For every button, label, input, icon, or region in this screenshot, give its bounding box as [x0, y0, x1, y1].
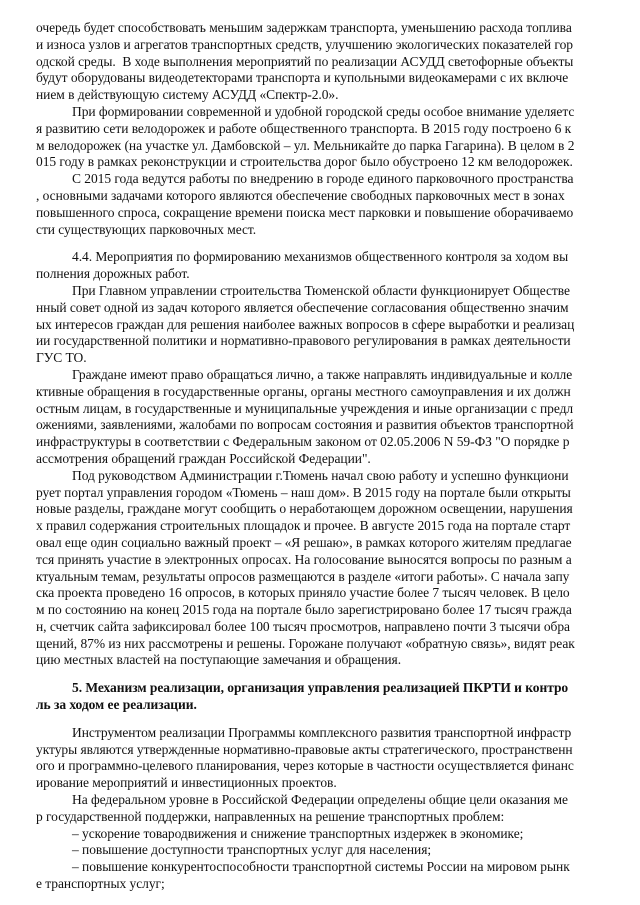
- text-line: – повышение доступности транспортных услуг для населения;: [72, 842, 432, 858]
- text-line: я развитию сети велодорожек и работе общественного транспорта. В 2015 году построено 6 к: [36, 120, 572, 136]
- text-line: Под руководством Администрации г.Тюмень начал свою работу и успешно функциони: [72, 467, 569, 483]
- paragraph: [36, 20, 610, 104]
- paragraph: [36, 283, 610, 367]
- text-line: тся принять участие в электронных опросах. На голосование выносятся вопросы по разным а: [36, 551, 572, 567]
- text-line: 4.4. Мероприятия по формированию механизмов общественного контроля за ходом вы: [72, 249, 569, 265]
- text-line: е транспортных услуг;: [36, 876, 165, 892]
- text-line: – ускорение товародвижения и снижение транспортных издержек в экономике;: [72, 825, 524, 841]
- text-line: ассмотрения обращений граждан Российской Федерации".: [36, 450, 371, 466]
- text-line: При Главном управлении строительства Тюменской области функционирует Обществе: [72, 282, 570, 298]
- text-line: На федеральном уровне в Российской Федерации определены общие цели оказания ме: [72, 792, 568, 808]
- text-line: ых интересов граждан для решения наиболее важных вопросов в сфере выработки и реализац: [36, 316, 575, 332]
- text-line: ого и программно-целевого планирования, через которые в частности осуществляется финанс: [36, 758, 574, 774]
- paragraph: [36, 468, 610, 670]
- text-line: полнения дорожных работ.: [36, 266, 190, 282]
- text-line: ктивные обращения в государственные органы, органы местного самоуправления и их должн: [36, 383, 571, 399]
- text-line: 5. Механизм реализации, организация управления реализацией ПКРТИ и контро: [72, 680, 569, 696]
- text-line: – повышение конкурентоспособности транспортной системы России на мировом рынк: [72, 859, 570, 875]
- text-line: новые разделы, граждане могут сообщить о неработающем дорожном освещении, нарушения: [36, 501, 573, 517]
- text-line: овал еще один социально важный проект – «Я решаю», в рамках которого жителям предлагае: [36, 534, 572, 550]
- text-line: м велодорожек (на участке ул. Дамбовской – ул. Мельникайте до парка Гагарина). В целом в 2: [36, 137, 575, 153]
- paragraph: [36, 367, 610, 468]
- paragraph-gap: [36, 714, 610, 725]
- paragraph: [36, 249, 610, 283]
- text-line: рует портал управления городом «Тюмень – наш дом». В 2015 году на портале были открыты: [36, 484, 571, 500]
- text-line: и износа узлов и агрегатов транспортных средств, улучшению экологических показателей гор: [36, 36, 573, 52]
- text-line: нный совет одной из задач которого является обеспечение согласования общественно значим: [36, 299, 569, 315]
- paragraph: [36, 792, 610, 893]
- text-line: очередь будет способствовать меньшим задержкам транспорта, уменьшению расхода топлива: [36, 20, 572, 35]
- text-line: , основными задачами которого являются обеспечение свободных парковочных мест в зонах: [36, 187, 565, 203]
- text-line: ГУС ТО.: [36, 350, 87, 366]
- paragraph: [36, 725, 610, 792]
- text-line: 015 году в рамках реконструкции и строительства дорог было обустроено 12 км велодорожек.: [36, 154, 573, 170]
- text-line: С 2015 года ведутся работы по внедрению в городе единого парковочного пространства: [72, 171, 574, 187]
- text-line: ирование мероприятий и инвестиционных проектов.: [36, 775, 337, 791]
- text-line: сти существующих парковочных мест.: [36, 221, 257, 237]
- text-line: ска проекта проведено 16 опросов, в которых приняло участие более 7 тысяч человек. В цело: [36, 585, 570, 601]
- text-line: Инструментом реализации Программы комплексного развития транспортной инфрастр: [72, 724, 572, 740]
- text-line: ожениями, заявлениями, жалобами по вопросам состояния и развития объектов транспортной: [36, 417, 574, 433]
- text-line: х правил содержания строительных площадок и прочее. В августе 2015 года на портале старт: [36, 518, 571, 534]
- text-line: щений, 87% из них рассмотрены и решены. Горожане получают «обратную связь», видят реак: [36, 635, 575, 651]
- paragraph-gap: [36, 238, 610, 249]
- text-line: Граждане имеют право обращаться лично, а также направлять индивидуальные и колле: [72, 366, 573, 382]
- paragraph: [36, 104, 610, 171]
- paragraph-gap: [36, 669, 610, 680]
- text-line: инфраструктуры в соответствии с Федеральным законом от 02.05.2006 N 59-ФЗ "О порядке р: [36, 434, 570, 450]
- text-line: При формировании современной и удобной городской среды особое внимание уделяетс: [72, 103, 575, 119]
- text-line: цию местных властей на поступающие замечания и обращения.: [36, 652, 402, 668]
- text-line: будут оборудованы видеодетекторами транспорта и купольными видеокамерами с их включе: [36, 70, 569, 86]
- paragraph: [36, 171, 610, 238]
- text-line: остным лицам, в государственные и муниципальные учреждения и иные организации с предл: [36, 400, 574, 416]
- text-line: м по состоянию на конец 2015 года на портале было зарегистрировано более 17 тысяч гражда: [36, 602, 572, 618]
- text-line: ии государственной политики и нормативно-правового регулирования в рамках деятельности: [36, 333, 571, 349]
- text-line: н, счетчик сайта зафиксировал более 100 тысяч просмотров, направлено почти 3 тысячи обра: [36, 618, 570, 634]
- section-heading: [36, 680, 610, 714]
- text-line: р государственной поддержки, направленных на решение транспортных проблем:: [36, 808, 505, 824]
- text-line: одской среды. В ходе выполнения мероприятий по реализации АСУДД светофорные объекты: [36, 53, 574, 69]
- text-line: ктуальным темам, результаты опросов размещаются в разделе «итоги работы». С начала запу: [36, 568, 570, 584]
- text-line: ль за ходом ее реализации.: [36, 697, 197, 713]
- text-line: повышенного спроса, сокращение времени поиска мест парковки и повышение оборачиваемо: [36, 204, 574, 220]
- text-line: уктуры являются утвержденные нормативно-правовые акты стратегического, пространственн: [36, 741, 573, 757]
- text-line: нием в действующую систему АСУДД «Спектр-2.0».: [36, 87, 339, 103]
